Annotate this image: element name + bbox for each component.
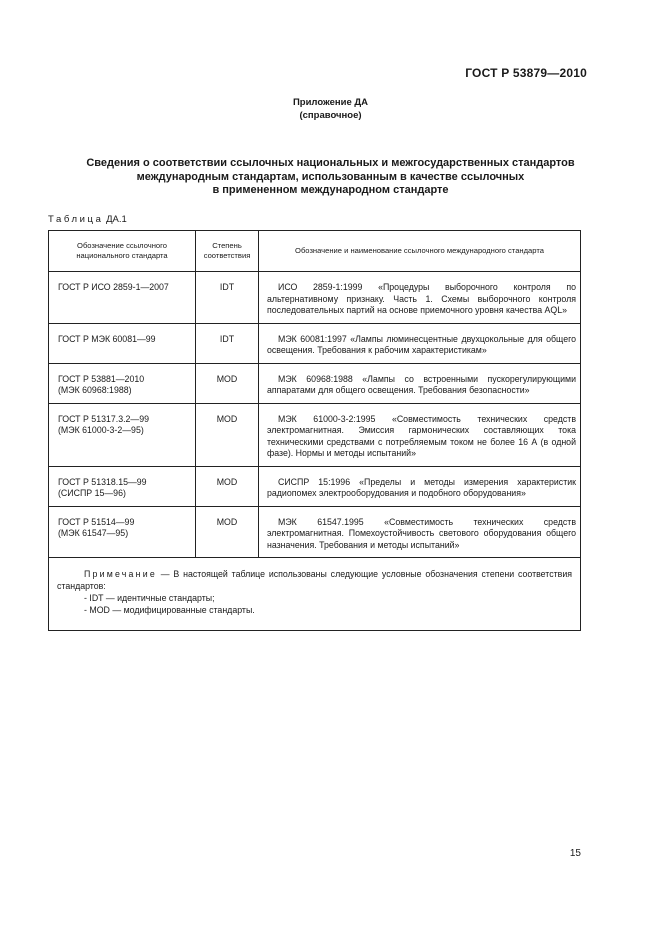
appendix-heading (0, 96, 661, 122)
table-caption-number: ДА.1 (103, 214, 127, 225)
national-standard-cell (49, 466, 196, 506)
national-standard-code: ГОСТ Р 53881—2010 (58, 373, 145, 384)
appendix-title: Приложение ДА (292, 97, 369, 108)
national-standard-cell (49, 506, 196, 558)
note-list-item: - IDT — идентичные стандарты; (84, 593, 215, 603)
national-standard-code: ГОСТ Р 51318.15—99 (58, 476, 147, 487)
national-standard-code: ГОСТ Р МЭК 60081—99 (58, 333, 156, 344)
international-standard-cell: МЭК 60968:1988 «Лампы со встроенными пускорегулирующими аппаратами для общего освещения. Требования безопасности» (259, 363, 581, 403)
national-standard-cell (49, 272, 196, 324)
international-standard-cell: МЭК 61547.1995 «Совместимость технических средств электромагнитная. Помехоустойчивость светового оборудования общего назначения. Требования и методы испытаний» (259, 506, 581, 558)
section-title-line: в примененном международном стандарте (212, 184, 449, 196)
table-row (49, 363, 581, 403)
international-equivalent-code: (СИСПР 15—96) (58, 488, 126, 498)
international-standard-cell: МЭК 60081:1997 «Лампы люминесцентные двухцокольные для общего освещения. Требования к рабочим характеристикам» (259, 323, 581, 363)
table-note (49, 558, 581, 631)
table-header-row (49, 231, 581, 272)
degree-cell: MOD (196, 466, 259, 506)
section-title-line: международным стандартам, использованным в качестве ссылочных (136, 170, 525, 183)
section-title (30, 157, 631, 198)
table-row (49, 272, 581, 324)
national-standard-code: ГОСТ Р 51317.3.2—99 (58, 413, 150, 424)
table-row (49, 466, 581, 506)
reference-standards-table (48, 230, 581, 631)
international-equivalent-code: (МЭК 61547—95) (58, 528, 129, 538)
note-list-item: - MOD — модифицированные стандарты. (84, 605, 255, 615)
page-number: 15 (569, 848, 581, 859)
international-standard-cell: МЭК 61000-3-2:1995 «Совместимость технических средств электромагнитная. Эмиссия гармонических составляющих тока техническими средствами с потребляемым током не более 16 А (в одной фазе). Нормы и методы испытаний» (259, 403, 581, 466)
table-row (49, 403, 581, 466)
international-equivalent-code: (МЭК 61000-3-2—95) (58, 425, 144, 435)
table-row (49, 323, 581, 363)
national-standard-cell (49, 403, 196, 466)
national-standard-code: ГОСТ Р ИСО 2859-1—2007 (58, 282, 169, 292)
appendix-subtitle: (справочное) (299, 110, 362, 121)
degree-cell: MOD (196, 363, 259, 403)
table-caption-word: Таблица (48, 214, 104, 225)
international-standard-cell: ИСО 2859-1:1999 «Процедуры выборочного контроля по альтернативному признаку. Часть 1. Схемы выборочного контроля последовательных партий на основе приемочного уровня качества AQL» (259, 272, 581, 324)
note-paragraph (57, 568, 572, 592)
header-international-standard: Обозначение и наименование ссылочного международного стандарта (259, 231, 581, 272)
degree-cell: MOD (196, 403, 259, 466)
header-degree: Степень соответствия (196, 231, 259, 272)
table-caption (48, 214, 127, 225)
international-equivalent-code: (МЭК 60968:1988) (58, 385, 132, 395)
national-standard-cell (49, 363, 196, 403)
table-note-row (49, 558, 581, 631)
note-label: Примечание (84, 569, 157, 579)
degree-cell: IDT (196, 272, 259, 324)
header-national-standard: Обозначение ссылочного национального стандарта (49, 231, 196, 272)
degree-cell: IDT (196, 323, 259, 363)
table-row (49, 506, 581, 558)
national-standard-code: ГОСТ Р 51514—99 (58, 516, 135, 527)
national-standard-cell (49, 323, 196, 363)
note-text: — В настоящей таблице использованы следующие условные обозначения степени соответствия стандартов: (57, 569, 572, 591)
document-code: ГОСТ Р 53879—2010 (465, 66, 587, 80)
section-title-line: Сведения о соответствии ссылочных национальных и межгосударственных стандартов (86, 157, 575, 169)
degree-cell: MOD (196, 506, 259, 558)
international-standard-cell: СИСПР 15:1996 «Пределы и методы измерения характеристик радиопомех электрооборудования и подобного оборудования» (259, 466, 581, 506)
